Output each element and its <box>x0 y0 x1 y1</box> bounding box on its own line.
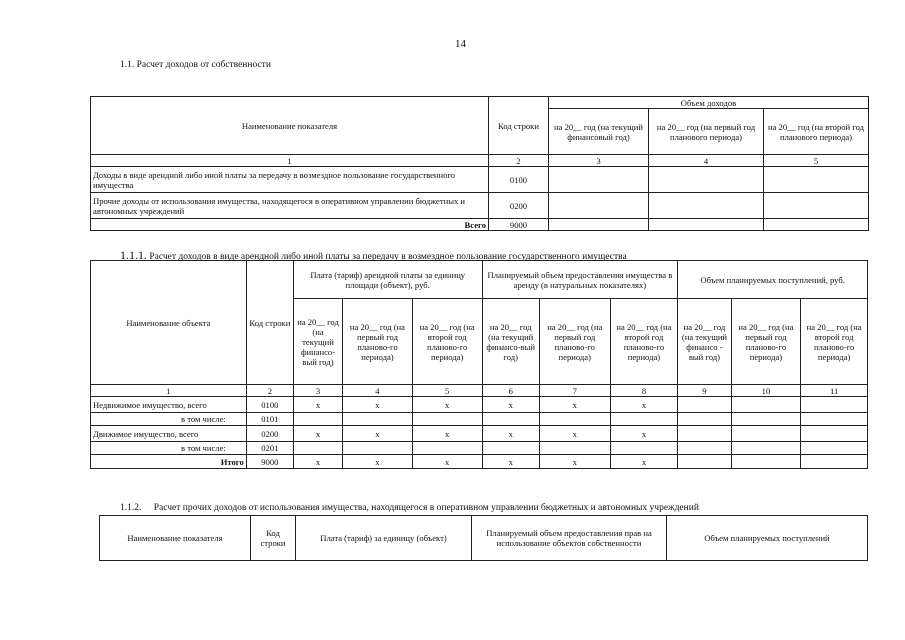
col-income-second-header: на 20__ год (на второй год планово-го периода) <box>801 299 868 385</box>
x-mark: x <box>539 455 610 469</box>
value-cell <box>678 397 731 413</box>
x-mark: x <box>539 397 610 413</box>
col-code-header: Код строки <box>489 97 549 155</box>
x-mark: x <box>482 397 539 413</box>
value-cell <box>801 442 868 455</box>
page-number: 14 <box>455 38 466 50</box>
x-mark: x <box>412 455 482 469</box>
x-mark: x <box>293 455 342 469</box>
col-rate-header: Плата (тариф) за единицу (объект) <box>296 516 472 561</box>
value-cell <box>731 455 801 469</box>
column-number: 8 <box>610 385 678 397</box>
value-cell <box>293 413 342 426</box>
col-object-header: Наименование объекта <box>91 261 247 385</box>
section-1-title: 1.1. Расчет доходов от собственности <box>120 60 271 70</box>
group-income-header: Объем планируемых поступлений, руб. <box>678 261 868 299</box>
column-number: 5 <box>764 155 869 167</box>
row-code: 0100 <box>246 397 293 413</box>
column-number: 10 <box>731 385 801 397</box>
value-cell <box>539 442 610 455</box>
col-rate-current-header: на 20__ год (на текущий финансо-вый год) <box>293 299 342 385</box>
value-cell <box>539 413 610 426</box>
col-volume-second-header: на 20__ год (на второй год планово-го периода) <box>610 299 678 385</box>
x-mark: x <box>412 426 482 442</box>
column-number: 5 <box>412 385 482 397</box>
column-number: 7 <box>539 385 610 397</box>
column-numbers-row <box>91 155 869 167</box>
value-cell <box>610 413 678 426</box>
total-code: 9000 <box>246 455 293 469</box>
col-income-current-header: на 20__ год (на текущий финансо - вый год) <box>678 299 731 385</box>
table-row <box>91 193 869 219</box>
value-cell <box>549 219 649 231</box>
value-cell <box>678 455 731 469</box>
x-mark: x <box>610 426 678 442</box>
col-code-header: Код строки <box>246 261 293 385</box>
other-income-table <box>99 515 868 561</box>
column-number: 11 <box>801 385 868 397</box>
section-3-title: Расчет прочих доходов от использования имущества, находящегося в оперативном управлении бюджетных и автономных учреждений <box>153 503 699 513</box>
value-cell <box>801 426 868 442</box>
table-row <box>91 397 868 413</box>
x-mark: x <box>293 426 342 442</box>
x-mark: x <box>482 455 539 469</box>
value-cell <box>731 442 801 455</box>
section-2-title: Расчет доходов в виде арендной либо иной платы за передачу в возмездное пользование государственного имущества <box>149 252 627 262</box>
value-cell <box>549 167 649 193</box>
value-cell <box>731 397 801 413</box>
column-number: 3 <box>549 155 649 167</box>
table-row <box>91 167 869 193</box>
total-label: Всего <box>91 219 489 231</box>
row-code: 0200 <box>489 193 549 219</box>
column-number: 2 <box>246 385 293 397</box>
x-mark: x <box>343 397 413 413</box>
income-table <box>90 96 869 231</box>
row-name: Движимое имущество, всего <box>91 426 247 442</box>
row-name: Доходы в виде арендной либо иной платы за передачу в возмездное пользование государственного имущества <box>91 167 489 193</box>
value-cell <box>610 442 678 455</box>
col-volume-header: Объем доходов <box>549 97 869 109</box>
value-cell <box>801 455 868 469</box>
row-name: в том числе: <box>91 442 247 455</box>
section-3-number: 1.1.2. <box>120 503 142 513</box>
total-label: Итого <box>91 455 247 469</box>
col-volume-current-header: на 20__ год (на текущий финансо-вый год) <box>482 299 539 385</box>
row-name: в том числе: <box>91 413 247 426</box>
col-name-header: Наименование показателя <box>91 97 489 155</box>
column-number: 4 <box>343 385 413 397</box>
column-number: 3 <box>293 385 342 397</box>
value-cell <box>764 219 869 231</box>
col-volume-first-header: на 20__ год (на первый год планово-го периода) <box>539 299 610 385</box>
value-cell <box>678 413 731 426</box>
x-mark: x <box>482 426 539 442</box>
col-first-year-header: на 20__ год (на первый год планового периода) <box>649 109 764 155</box>
column-numbers-row <box>91 385 868 397</box>
total-row <box>91 455 868 469</box>
group-volume-header: Планируемый объем предоставления имущества в аренду (в натуральных показателях) <box>482 261 678 299</box>
value-cell <box>649 219 764 231</box>
value-cell <box>731 426 801 442</box>
col-rate-first-header: на 20__ год (на первый год планово-го периода) <box>343 299 413 385</box>
table-row <box>91 413 868 426</box>
table-row <box>91 442 868 455</box>
row-name: Прочие доходы от использования имущества, находящегося в оперативном управлении бюджетных и автономных учреждений <box>91 193 489 219</box>
x-mark: x <box>539 426 610 442</box>
value-cell <box>482 413 539 426</box>
x-mark: x <box>293 397 342 413</box>
column-number: 1 <box>91 385 247 397</box>
value-cell <box>412 442 482 455</box>
col-name-header: Наименование показателя <box>100 516 251 561</box>
row-code: 0100 <box>489 167 549 193</box>
value-cell <box>764 167 869 193</box>
value-cell <box>764 193 869 219</box>
col-rate-second-header: на 20__ год (на второй год планово-го периода) <box>412 299 482 385</box>
col-code-header: Код строки <box>251 516 296 561</box>
column-number: 9 <box>678 385 731 397</box>
value-cell <box>649 167 764 193</box>
x-mark: x <box>343 426 413 442</box>
column-number: 6 <box>482 385 539 397</box>
column-number: 2 <box>489 155 549 167</box>
row-name: Недвижимое имущество, всего <box>91 397 247 413</box>
value-cell <box>678 442 731 455</box>
x-mark: x <box>610 455 678 469</box>
value-cell <box>801 397 868 413</box>
total-code: 9000 <box>489 219 549 231</box>
rent-income-table <box>90 260 868 469</box>
col-income-first-header: на 20__ год (на первый год планово-го периода) <box>731 299 801 385</box>
value-cell <box>549 193 649 219</box>
row-code: 0201 <box>246 442 293 455</box>
value-cell <box>412 413 482 426</box>
col-volume-header: Планируемый объем предоставления прав на использование объектов собственности <box>472 516 667 561</box>
x-mark: x <box>412 397 482 413</box>
col-current-year-header: на 20__ год (на текущий финансовый год) <box>549 109 649 155</box>
value-cell <box>293 442 342 455</box>
row-code: 0200 <box>246 426 293 442</box>
value-cell <box>649 193 764 219</box>
table-row <box>91 426 868 442</box>
row-code: 0101 <box>246 413 293 426</box>
value-cell <box>343 442 413 455</box>
column-number: 1 <box>91 155 489 167</box>
col-second-year-header: на 20__ год (на второй год планового периода) <box>764 109 869 155</box>
value-cell <box>482 442 539 455</box>
x-mark: x <box>343 455 413 469</box>
col-income-header: Объем планируемых поступлений <box>667 516 868 561</box>
total-row <box>91 219 869 231</box>
value-cell <box>678 426 731 442</box>
value-cell <box>731 413 801 426</box>
value-cell <box>343 413 413 426</box>
section-2-number: 1.1.1. <box>120 248 147 262</box>
column-number: 4 <box>649 155 764 167</box>
x-mark: x <box>610 397 678 413</box>
value-cell <box>801 413 868 426</box>
group-rate-header: Плата (тариф) арендной платы за единицу площади (объект), руб. <box>293 261 482 299</box>
section-3-heading <box>120 503 699 513</box>
